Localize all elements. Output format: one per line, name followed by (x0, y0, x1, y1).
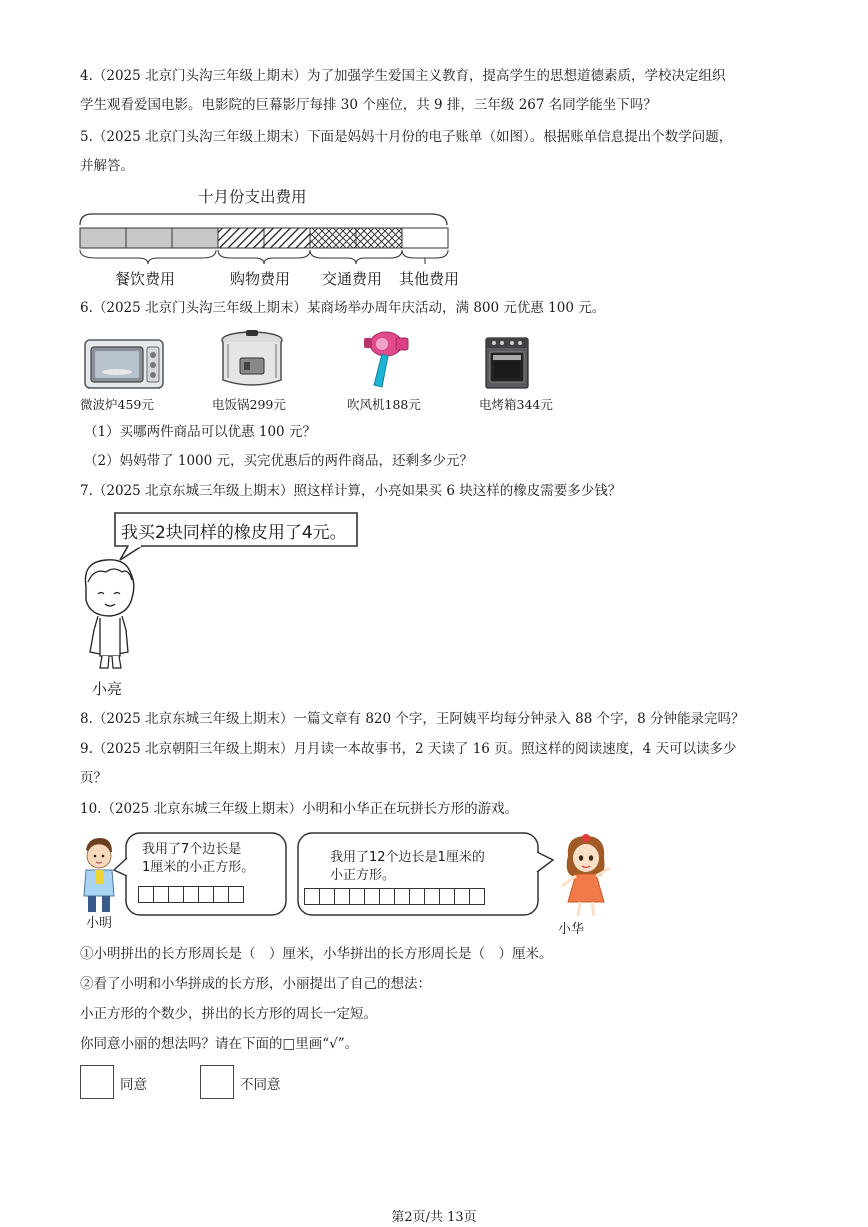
product-microwave: 微波炉459元 (80, 397, 154, 412)
unit-square (364, 888, 380, 905)
q10-line1: 10.（2025 北京东城三年级上期末）小明和小华正在玩拼长方形的游戏。 (80, 801, 519, 817)
q10-part1: ①小明拼出的长方形周长是（ ）厘米，小华拼出的长方形周长是（ ）厘米。 (80, 946, 553, 962)
unit-square (349, 888, 365, 905)
unit-square (228, 886, 244, 903)
xiaoming-rectangle (139, 886, 244, 903)
unit-square (153, 886, 169, 903)
unit-square (469, 888, 485, 905)
product-oven: 电烤箱344元 (479, 397, 553, 412)
disagree-label: 不同意 (240, 1077, 281, 1093)
unit-square (424, 888, 440, 905)
q10-idea: 小正方形的个数少，拼出的长方形的周长一定短。 (80, 1006, 377, 1022)
label-dining: 餐饮费用 (115, 270, 176, 288)
unit-square (379, 888, 395, 905)
boy-xiaoliang-icon (76, 556, 148, 678)
unit-square (138, 886, 154, 903)
q4-line1: 4.（2025 北京门头沟三年级上期末）为了加强学生爱国主义教育，提高学生的思想道德素质，学校决定组织 (80, 68, 726, 84)
q8-line1: 8.（2025 北京东城三年级上期末）一篇文章有 820 个字，王阿姨平均每分钟录入 88 个字，8 分钟能录完吗？ (80, 711, 745, 727)
unit-square (334, 888, 350, 905)
agree-checkbox[interactable] (80, 1065, 114, 1099)
q6-sub1: （1）买哪两件商品可以优惠 100 元？ (84, 424, 316, 440)
microwave-icon (84, 338, 166, 392)
bar-title: 十月份支出费用 (198, 188, 307, 206)
q9-line2: 页？ (80, 770, 107, 786)
q5-line1: 5.（2025 北京门头沟三年级上期末）下面是妈妈十月份的电子账单（如图）。根据账单信息提出个数学问题， (80, 129, 733, 145)
q9-line1: 9.（2025 北京朝阳三年级上期末）月月读一本故事书，2 天读了 16 页。照这样的阅读速度，4 天可以读多少 (80, 741, 737, 757)
q7-line1: 7.（2025 北京东城三年级上期末）照这样计算，小亮如果买 6 块这样的橡皮需要多少钱？ (80, 483, 622, 499)
oven-icon (484, 336, 530, 392)
xiaohua-speech-2: 小正方形。 (330, 868, 396, 883)
q6-sub2: （2）妈妈带了 1000 元，买完优惠后的两件商品，还剩多少元？ (84, 453, 474, 469)
unit-square (198, 886, 214, 903)
unit-square (394, 888, 410, 905)
girl-xiaohua-icon (556, 832, 618, 918)
bar-segments (80, 228, 448, 248)
unit-square (454, 888, 470, 905)
label-shopping: 购物费用 (230, 270, 291, 288)
xiaohua-rectangle (305, 888, 485, 905)
q4-line2: 学生观看爱国电影。电影院的巨幕影厅每排 30 个座位，共 9 排，三年级 267 名同学能坐下吗？ (80, 97, 657, 113)
page-footer: 第2页/共 13页 (391, 1210, 477, 1225)
bar-brace (0, 0, 868, 300)
label-transport: 交通费用 (322, 270, 383, 288)
q10-part2: ②看了小明和小华拼成的长方形，小丽提出了自己的想法： (80, 976, 431, 992)
xiaohua-name: 小华 (558, 922, 585, 937)
q10-question: 你同意小丽的想法吗？请在下面的□里画“√”。 (80, 1036, 359, 1052)
xiaoming-speech-2: 1厘米的小正方形。 (142, 860, 255, 875)
unit-square (439, 888, 455, 905)
xiaoliang-name: 小亮 (92, 680, 123, 698)
unit-square (304, 888, 320, 905)
disagree-checkbox[interactable] (200, 1065, 234, 1099)
product-hair-dryer: 吹风机188元 (347, 397, 421, 412)
unit-square (213, 886, 229, 903)
q6-line1: 6.（2025 北京门头沟三年级上期末）某商场举办周年庆活动，满 800 元优惠 100 元。 (80, 300, 606, 316)
label-other: 其他费用 (399, 270, 460, 288)
agree-label: 同意 (120, 1077, 147, 1093)
rice-cooker-icon (218, 328, 286, 392)
unit-square (168, 886, 184, 903)
xiaohua-speech-1: 我用了12个边长是1厘米的 (330, 850, 485, 865)
unit-square (319, 888, 335, 905)
xiaoming-name: 小明 (86, 916, 113, 931)
unit-square (409, 888, 425, 905)
unit-square (183, 886, 199, 903)
hair-dryer-icon (356, 330, 412, 392)
product-rice-cooker: 电饭锅299元 (212, 397, 286, 412)
q7-speech-text: 我买2块同样的橡皮用了4元。 (121, 523, 347, 543)
q5-line2: 并解答。 (80, 158, 134, 174)
xiaoming-speech-1: 我用了7个边长是 (142, 842, 242, 857)
